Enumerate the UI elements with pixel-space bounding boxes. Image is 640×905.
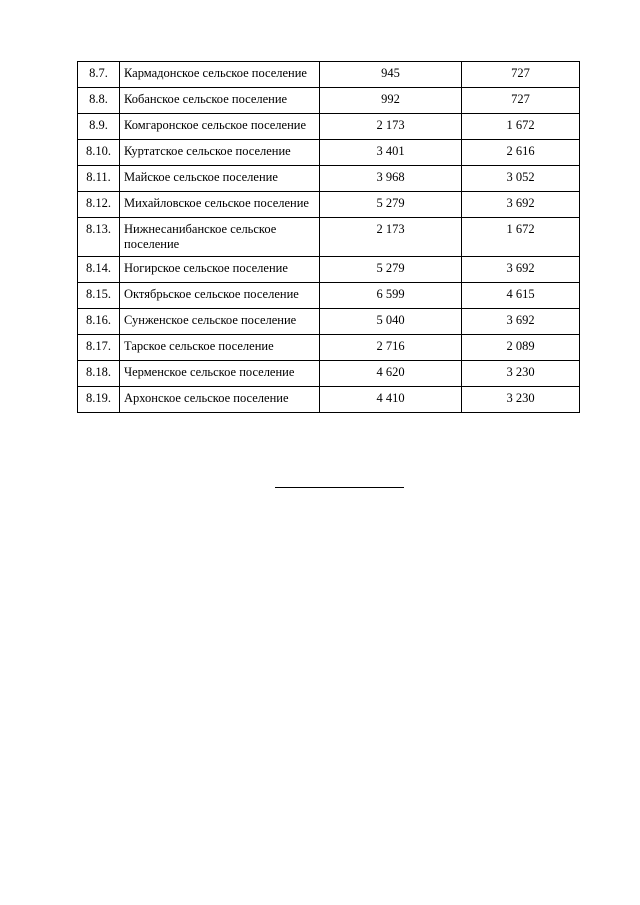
value-column-1: 6 599	[320, 283, 462, 309]
row-number: 8.17.	[78, 335, 120, 361]
value-column-1: 3 401	[320, 140, 462, 166]
row-number: 8.16.	[78, 309, 120, 335]
row-number: 8.15.	[78, 283, 120, 309]
value-column-2: 1 672	[462, 114, 580, 140]
settlement-name: Тарское сельское поселение	[120, 335, 320, 361]
settlement-name: Кобанское сельское поселение	[120, 88, 320, 114]
row-number: 8.7.	[78, 62, 120, 88]
table-row	[78, 309, 580, 335]
settlement-name: Кармадонское сельское поселение	[120, 62, 320, 88]
row-number: 8.11.	[78, 166, 120, 192]
table-row	[78, 166, 580, 192]
table-row	[78, 335, 580, 361]
settlement-name: Комгаронское сельское поселение	[120, 114, 320, 140]
table-row	[78, 114, 580, 140]
value-column-2: 1 672	[462, 218, 580, 257]
settlement-name: Ногирское сельское поселение	[120, 257, 320, 283]
value-column-2: 727	[462, 62, 580, 88]
value-column-2: 4 615	[462, 283, 580, 309]
end-of-document-line	[275, 487, 404, 488]
table-row	[78, 257, 580, 283]
value-column-1: 4 620	[320, 361, 462, 387]
settlement-name: Куртатское сельское поселение	[120, 140, 320, 166]
settlement-name: Черменское сельское поселение	[120, 361, 320, 387]
table-row	[78, 361, 580, 387]
value-column-2: 3 692	[462, 309, 580, 335]
table-row	[78, 140, 580, 166]
value-column-1: 5 040	[320, 309, 462, 335]
value-column-2: 3 230	[462, 387, 580, 413]
value-column-1: 2 173	[320, 114, 462, 140]
table-row	[78, 283, 580, 309]
value-column-1: 992	[320, 88, 462, 114]
row-number: 8.18.	[78, 361, 120, 387]
value-column-1: 3 968	[320, 166, 462, 192]
value-column-2: 2 616	[462, 140, 580, 166]
row-number: 8.10.	[78, 140, 120, 166]
table-row	[78, 192, 580, 218]
value-column-2: 3 230	[462, 361, 580, 387]
table-row	[78, 88, 580, 114]
value-column-2: 3 692	[462, 192, 580, 218]
table-row	[78, 387, 580, 413]
value-column-1: 2 716	[320, 335, 462, 361]
settlement-name: Сунженское сельское поселение	[120, 309, 320, 335]
value-column-2: 727	[462, 88, 580, 114]
row-number: 8.12.	[78, 192, 120, 218]
settlement-name: Михайловское сельское поселение	[120, 192, 320, 218]
row-number: 8.13.	[78, 218, 120, 257]
value-column-1: 4 410	[320, 387, 462, 413]
table-row	[78, 218, 580, 257]
row-number: 8.8.	[78, 88, 120, 114]
settlement-name: Архонское сельское поселение	[120, 387, 320, 413]
table-row	[78, 62, 580, 88]
value-column-1: 5 279	[320, 192, 462, 218]
settlement-name: Майское сельское поселение	[120, 166, 320, 192]
settlement-name: Нижнесанибанское сельское поселение	[120, 218, 320, 257]
value-column-2: 2 089	[462, 335, 580, 361]
row-number: 8.9.	[78, 114, 120, 140]
row-number: 8.19.	[78, 387, 120, 413]
settlement-name: Октябрьское сельское поселение	[120, 283, 320, 309]
settlements-table	[77, 61, 580, 413]
value-column-1: 2 173	[320, 218, 462, 257]
value-column-2: 3 692	[462, 257, 580, 283]
value-column-1: 5 279	[320, 257, 462, 283]
row-number: 8.14.	[78, 257, 120, 283]
value-column-2: 3 052	[462, 166, 580, 192]
value-column-1: 945	[320, 62, 462, 88]
